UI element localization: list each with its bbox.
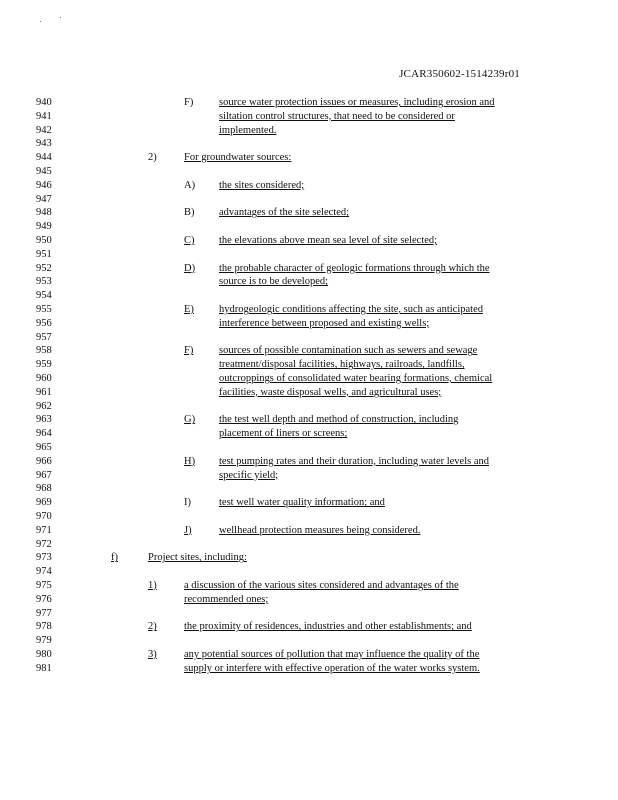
item-marker: C) [184,235,195,246]
item-text-line: any potential sources of pollution that may influence the quality of the [184,649,480,660]
item-marker: J) [184,524,192,536]
line-number: 957 [36,331,52,343]
item-text-line: test well water quality information; and [219,497,385,509]
item-text-line: Project sites, including: [148,552,247,564]
item-text-line: interference between proposed and existing wells; [219,317,430,329]
line-number: 978 [36,621,52,633]
item-marker: H) [184,455,196,467]
item-text-line: outcroppings of consolidated water bearing formations, chemical [219,373,493,384]
line-number: 981 [36,662,52,674]
line-number: 955 [36,304,52,315]
line-number: 952 [36,262,52,274]
line-number: 971 [36,524,52,536]
line-number: 951 [36,248,52,260]
line-number: 942 [36,124,52,136]
item-text-line: the sites considered; [219,179,305,191]
item-text-line: test pumping rates and their duration, including water levels and [219,455,490,467]
item-text-line: the proximity of residences, industries and other establishments; and [184,621,472,633]
line-number: 975 [36,580,52,591]
item-text-line: source water protection issues or measures, including erosion and [219,97,495,108]
item-marker: f) [111,552,118,564]
item-text-line: treatment/disposal facilities, highways, railroads, landfills, [219,359,465,371]
line-number: 953 [36,276,52,288]
line-number: 968 [36,483,52,495]
item-marker: D) [184,262,196,274]
item-text-line: a discussion of the various sites considered and advantages of the [184,580,459,591]
item-text-line: advantages of the site selected; [219,207,350,219]
line-number: 959 [36,359,52,371]
item-marker: F) [184,345,194,357]
line-number: 967 [36,469,52,481]
line-number: 961 [36,386,52,398]
line-number: 980 [36,649,52,660]
line-number: 950 [36,235,52,246]
item-text-line: supply or interfere with effective operation of the water works system. [184,662,480,674]
line-number: 970 [36,511,52,522]
line-number: 945 [36,166,52,177]
item-text-line: implemented. [219,124,277,136]
item-marker: 2) [148,621,157,633]
item-marker: I) [184,497,191,509]
item-marker: 2) [148,152,157,164]
scan-speck [40,21,41,22]
line-number: 979 [36,635,52,647]
line-number: 944 [36,152,52,164]
line-number: 956 [36,317,52,329]
line-number: 976 [36,593,52,605]
line-number: 977 [36,607,52,619]
line-number: 954 [36,290,52,302]
item-marker: G) [184,414,196,426]
item-text-line: source is to be developed; [219,276,329,288]
item-text-line: sources of possible contamination such as sewers and sewage [219,345,478,357]
line-number: 941 [36,110,52,122]
line-number: 948 [36,207,52,219]
line-number: 962 [36,400,52,412]
item-text-line: For groundwater sources: [184,152,292,164]
item-marker: 3) [148,649,157,660]
item-marker: A) [184,179,196,191]
item-text-line: recommended ones; [184,593,269,605]
item-marker: 1) [148,580,157,591]
line-number: 943 [36,138,52,150]
line-number: 969 [36,497,52,509]
item-text-line: specific yield; [219,469,279,481]
line-number: 949 [36,221,52,233]
line-number: 958 [36,345,52,357]
scan-speck [60,17,61,18]
line-number: 966 [36,455,52,467]
item-marker: B) [184,207,195,219]
line-number: 972 [36,538,52,550]
item-text-line: wellhead protection measures being considered. [219,524,421,536]
line-number: 973 [36,552,52,564]
line-number: 963 [36,414,52,426]
line-number: 965 [36,442,52,453]
line-number: 974 [36,566,52,578]
line-number: 960 [36,373,52,384]
document-id-header: JCAR350602-1514239r01 [399,68,520,80]
item-text-line: placement of liners or screens; [219,428,348,440]
item-marker: F) [184,97,194,108]
line-number: 964 [36,428,52,440]
item-text-line: the probable character of geologic formations through which the [219,262,490,274]
item-text-line: the test well depth and method of construction, including [219,414,459,426]
line-number: 947 [36,193,52,205]
item-text-line: the elevations above mean sea level of site selected; [219,235,438,246]
item-text-line: hydrogeologic conditions affecting the site, such as anticipated [219,304,483,315]
item-text-line: siltation control structures, that need to be considered or [219,110,455,122]
line-number: 940 [36,97,52,108]
item-marker: E) [184,304,194,315]
line-number: 946 [36,179,52,191]
item-text-line: facilities, waste disposal wells, and agricultural uses; [219,386,442,398]
